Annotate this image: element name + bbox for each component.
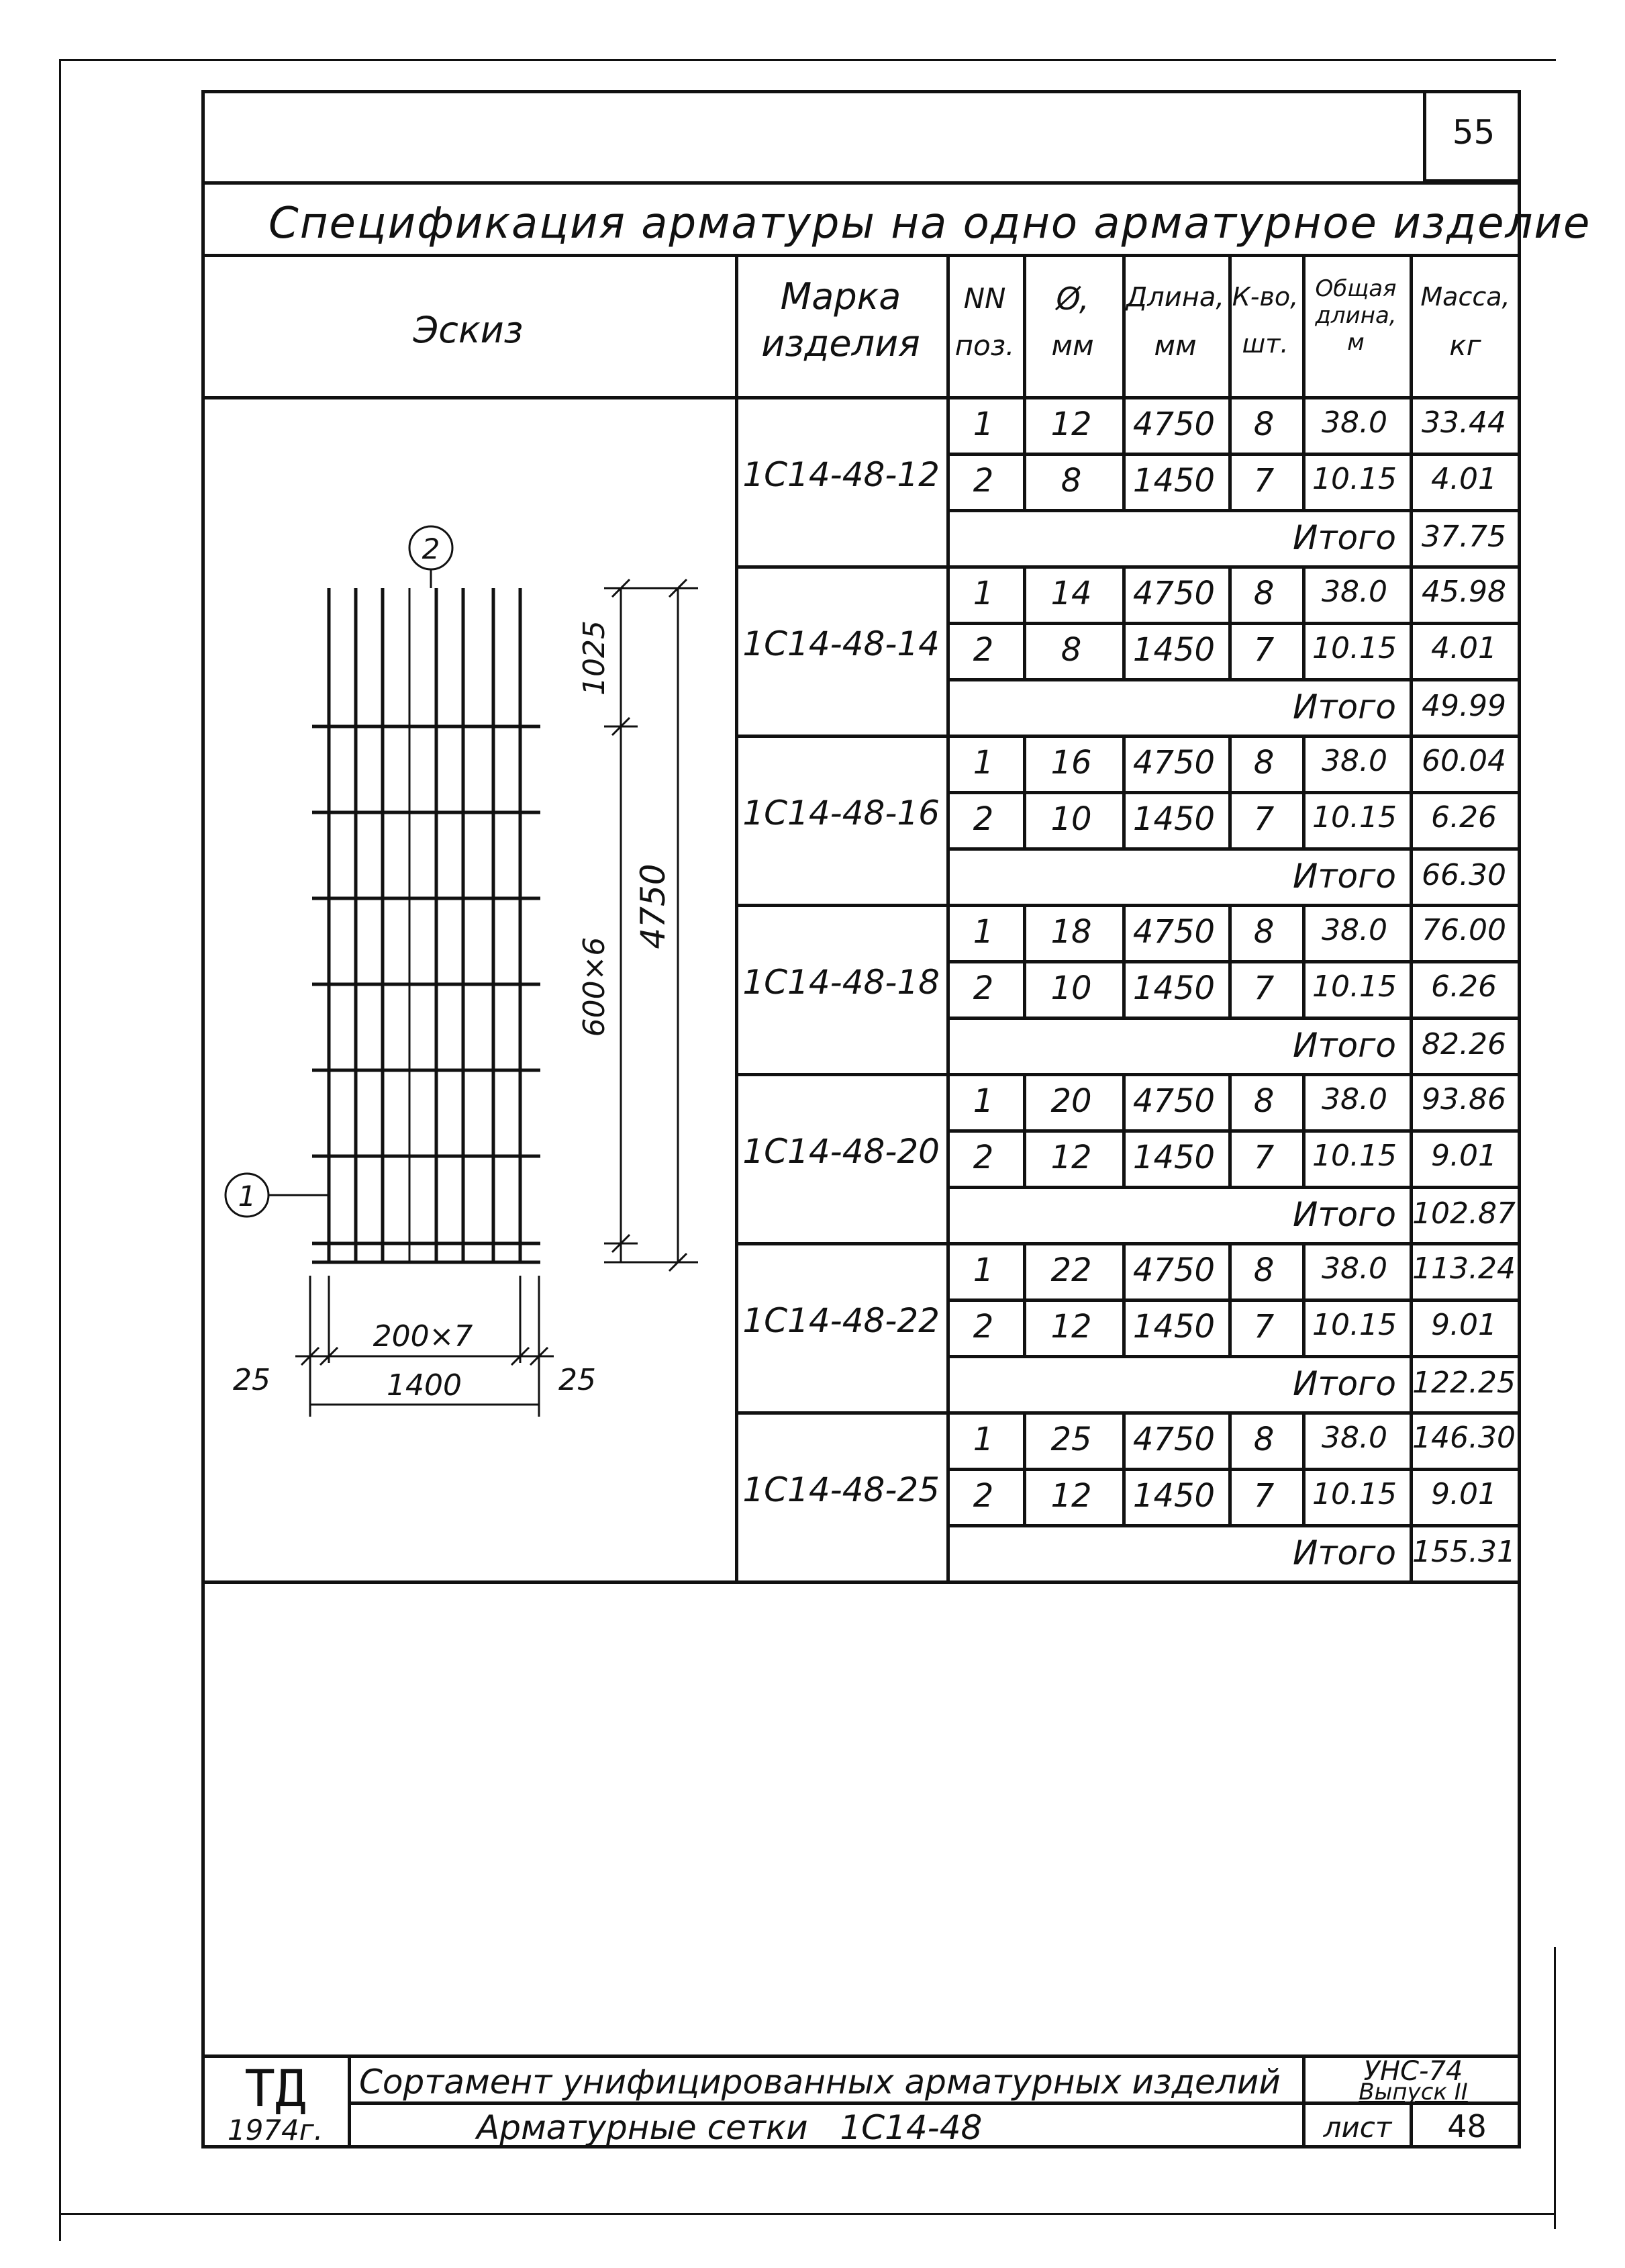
dim-spacing: 200×7	[373, 1319, 473, 1354]
cell-length: 1450	[1132, 970, 1216, 1007]
cell-total-length: 10.15	[1312, 1308, 1397, 1342]
cell-mass: 93.86	[1422, 1082, 1506, 1117]
cell-length: 1450	[1132, 1308, 1216, 1345]
table-header-bottom	[201, 396, 1521, 399]
callout-top: 2	[422, 532, 440, 565]
total-mass: 66.30	[1422, 858, 1506, 892]
table-col-line	[1228, 255, 1232, 396]
cell-length: 4750	[1132, 575, 1216, 612]
table-group-bottom	[735, 735, 1521, 738]
title-divider	[201, 181, 1521, 185]
cell-diam: 8	[1061, 631, 1082, 669]
cell-pos: 1	[973, 913, 994, 951]
header-mark-2: изделия	[761, 322, 920, 365]
table-group-bottom	[735, 1073, 1521, 1076]
table-group-bottom	[735, 565, 1521, 569]
trim-line-left	[59, 59, 61, 2241]
title-block-title: Сортамент унифицированных арматурных изделий	[359, 2063, 1281, 2101]
total-label: Итого	[1293, 518, 1396, 557]
cell-count: 8	[1253, 1251, 1275, 1289]
cell-pos: 2	[973, 631, 994, 669]
cell-pos: 2	[973, 1139, 994, 1176]
cell-count: 7	[1253, 462, 1275, 500]
table-row-line	[946, 622, 1521, 625]
dim-top: 1025	[577, 620, 611, 696]
total-mass: 122.25	[1412, 1366, 1516, 1400]
product-mark: 1С14-48-12	[742, 455, 940, 495]
sheet-label: лист	[1323, 2111, 1392, 2144]
cell-length: 4750	[1132, 1421, 1216, 1458]
cell-mass: 45.98	[1422, 575, 1506, 609]
title-block-subtitle: Арматурные сетки 1С14-48	[477, 2108, 983, 2147]
cell-count: 7	[1253, 1139, 1275, 1176]
header-length-2: мм	[1154, 329, 1197, 362]
total-mass: 155.31	[1412, 1535, 1516, 1569]
cell-length: 1450	[1132, 462, 1216, 500]
table-group-bottom	[735, 1411, 1521, 1415]
cell-count: 8	[1253, 1082, 1275, 1120]
table-row-line	[946, 1524, 1521, 1527]
total-label: Итого	[1293, 857, 1396, 896]
sheet-value: 48	[1447, 2108, 1487, 2144]
callouts	[226, 526, 452, 1217]
header-diam-2: мм	[1051, 329, 1094, 362]
header-top-line	[201, 254, 1521, 257]
cell-diam: 20	[1050, 1082, 1092, 1120]
title-block-code: УНС-74	[1363, 2056, 1463, 2087]
total-mass: 102.87	[1412, 1196, 1516, 1231]
cell-pos: 2	[973, 1308, 994, 1345]
callout-left: 1	[238, 1180, 256, 1213]
cell-mass: 6.26	[1431, 970, 1497, 1004]
cell-total-length: 38.0	[1322, 913, 1387, 947]
cell-total-length: 10.15	[1312, 1139, 1397, 1173]
trim-line-bottom	[59, 2213, 1556, 2215]
total-label: Итого	[1293, 1364, 1396, 1403]
cell-diam: 16	[1050, 744, 1092, 782]
header-mass-2: кг	[1449, 329, 1481, 362]
total-mass: 49.99	[1422, 689, 1506, 723]
product-mark: 1С14-48-14	[742, 624, 940, 664]
table-row-line	[946, 847, 1521, 851]
cell-diam: 18	[1050, 913, 1092, 951]
cell-mass: 4.01	[1431, 462, 1497, 496]
total-mass: 82.26	[1422, 1027, 1506, 1061]
header-mass-1: Масса,	[1420, 282, 1510, 312]
cell-diam: 10	[1050, 800, 1092, 838]
logo-td: ТД	[244, 2059, 306, 2118]
cell-pos: 2	[973, 462, 994, 500]
cell-total-length: 10.15	[1312, 462, 1397, 496]
product-mark: 1С14-48-20	[742, 1132, 940, 1172]
table-col-line	[946, 255, 950, 396]
cell-pos: 1	[973, 1082, 994, 1120]
product-mark: 1С14-48-25	[742, 1470, 940, 1510]
table-row-line	[946, 1355, 1521, 1358]
header-total-length-1: Общая	[1315, 275, 1397, 302]
cell-mass: 9.01	[1431, 1139, 1497, 1173]
cell-diam: 12	[1050, 1139, 1092, 1176]
cell-pos: 1	[973, 1251, 994, 1289]
cell-total-length: 10.15	[1312, 631, 1397, 665]
cell-count: 8	[1253, 913, 1275, 951]
table-row-line	[946, 453, 1521, 456]
table-row-line	[946, 1468, 1521, 1471]
cell-length: 1450	[1132, 1139, 1216, 1176]
cell-length: 1450	[1132, 800, 1216, 838]
table-row-line	[946, 509, 1521, 512]
table-row-line	[946, 1186, 1521, 1189]
cell-total-length: 38.0	[1322, 1251, 1387, 1286]
cell-diam: 12	[1050, 1477, 1092, 1515]
cell-count: 7	[1253, 1308, 1275, 1345]
dim-width: 1400	[387, 1368, 462, 1403]
trim-line-top	[59, 59, 1556, 61]
cell-diam: 14	[1050, 575, 1092, 612]
cell-count: 8	[1253, 744, 1275, 782]
cell-count: 7	[1253, 631, 1275, 669]
cell-total-length: 10.15	[1312, 800, 1397, 835]
cell-length: 1450	[1132, 631, 1216, 669]
total-label: Итого	[1293, 1195, 1396, 1234]
cell-total-length: 38.0	[1322, 575, 1387, 609]
total-label: Итого	[1293, 1533, 1396, 1572]
header-count-2: шт.	[1242, 329, 1289, 359]
cell-diam: 8	[1061, 462, 1082, 500]
cell-mass: 6.26	[1431, 800, 1497, 835]
cell-pos: 1	[973, 575, 994, 612]
header-sketch: Эскиз	[413, 309, 524, 351]
table-group-bottom	[201, 1580, 1521, 1584]
mesh-sketch	[201, 524, 732, 1464]
cell-pos: 1	[973, 406, 994, 443]
cell-length: 1450	[1132, 1477, 1216, 1515]
cell-pos: 2	[973, 800, 994, 838]
cell-diam: 12	[1050, 1308, 1092, 1345]
table-row-line	[946, 1129, 1521, 1133]
table-col-line	[735, 255, 738, 1580]
cell-total-length: 38.0	[1322, 406, 1387, 440]
cell-count: 8	[1253, 406, 1275, 443]
table-row-line	[946, 1017, 1521, 1020]
table-col-line	[1122, 255, 1126, 396]
table-row-line	[946, 1298, 1521, 1302]
cell-mass: 4.01	[1431, 631, 1497, 665]
cell-diam: 25	[1050, 1421, 1092, 1458]
header-length-1: Длина,	[1126, 282, 1225, 313]
total-label: Итого	[1293, 688, 1396, 726]
cell-diam: 12	[1050, 406, 1092, 443]
cell-total-length: 38.0	[1322, 744, 1387, 778]
table-row-line	[946, 791, 1521, 794]
product-mark: 1С14-48-18	[742, 963, 940, 1002]
cell-mass: 33.44	[1422, 406, 1506, 440]
title-block-issue: Выпуск II	[1359, 2079, 1468, 2106]
cell-mass: 9.01	[1431, 1477, 1497, 1511]
cell-mass: 60.04	[1422, 744, 1506, 778]
cell-count: 8	[1253, 575, 1275, 612]
product-mark: 1С14-48-16	[742, 794, 940, 833]
cell-total-length: 38.0	[1322, 1421, 1387, 1455]
cell-length: 4750	[1132, 1082, 1216, 1120]
cell-total-length: 38.0	[1322, 1082, 1387, 1117]
longitudinal-bars	[329, 588, 520, 1262]
table-col-line	[1023, 255, 1026, 396]
dim-middle: 600×6	[577, 937, 611, 1037]
cell-pos: 1	[973, 1421, 994, 1458]
cell-total-length: 10.15	[1312, 970, 1397, 1004]
header-mark-1: Марка	[780, 275, 901, 318]
cell-count: 7	[1253, 1477, 1275, 1515]
cell-mass: 9.01	[1431, 1308, 1497, 1342]
trim-line-right	[1554, 1947, 1556, 2229]
header-pos-1: NN	[963, 282, 1006, 315]
dim-right-edge: 25	[558, 1363, 596, 1397]
cell-length: 4750	[1132, 744, 1216, 782]
cell-pos: 2	[973, 1477, 994, 1515]
table-row-line	[946, 960, 1521, 963]
cell-pos: 2	[973, 970, 994, 1007]
total-mass: 37.75	[1422, 520, 1506, 554]
cell-total-length: 10.15	[1312, 1477, 1397, 1511]
cell-length: 4750	[1132, 913, 1216, 951]
cell-length: 4750	[1132, 1251, 1216, 1289]
spec-title: Спецификация арматуры на одно арматурное изделие	[268, 199, 1591, 248]
cell-pos: 1	[973, 744, 994, 782]
table-group-bottom	[735, 1242, 1521, 1245]
total-label: Итого	[1293, 1026, 1396, 1065]
product-mark: 1С14-48-22	[742, 1301, 940, 1341]
cell-mass: 113.24	[1412, 1251, 1516, 1286]
cell-count: 8	[1253, 1421, 1275, 1458]
header-diam-1: Ø,	[1056, 281, 1089, 317]
table-group-bottom	[735, 904, 1521, 907]
cell-diam: 22	[1050, 1251, 1092, 1289]
cell-diam: 10	[1050, 970, 1092, 1007]
cell-count: 7	[1253, 970, 1275, 1007]
table-row-line	[946, 678, 1521, 681]
cell-mass: 146.30	[1412, 1421, 1516, 1455]
cell-mass: 76.00	[1422, 913, 1506, 947]
title-block-logo-divider	[348, 2054, 351, 2148]
dim-left-edge: 25	[233, 1363, 270, 1397]
cell-count: 7	[1253, 800, 1275, 838]
transverse-bars	[312, 726, 540, 1262]
header-total-length-3: м	[1347, 329, 1365, 356]
dimension-lines	[268, 569, 698, 1417]
year: 1974г.	[227, 2114, 324, 2146]
dim-total: 4750	[634, 863, 673, 949]
header-total-length-2: длина,	[1315, 302, 1397, 329]
sheet-number: 55	[1452, 113, 1495, 152]
header-count-1: К-во,	[1232, 282, 1299, 312]
header-pos-2: поз.	[954, 329, 1015, 362]
cell-length: 4750	[1132, 406, 1216, 443]
